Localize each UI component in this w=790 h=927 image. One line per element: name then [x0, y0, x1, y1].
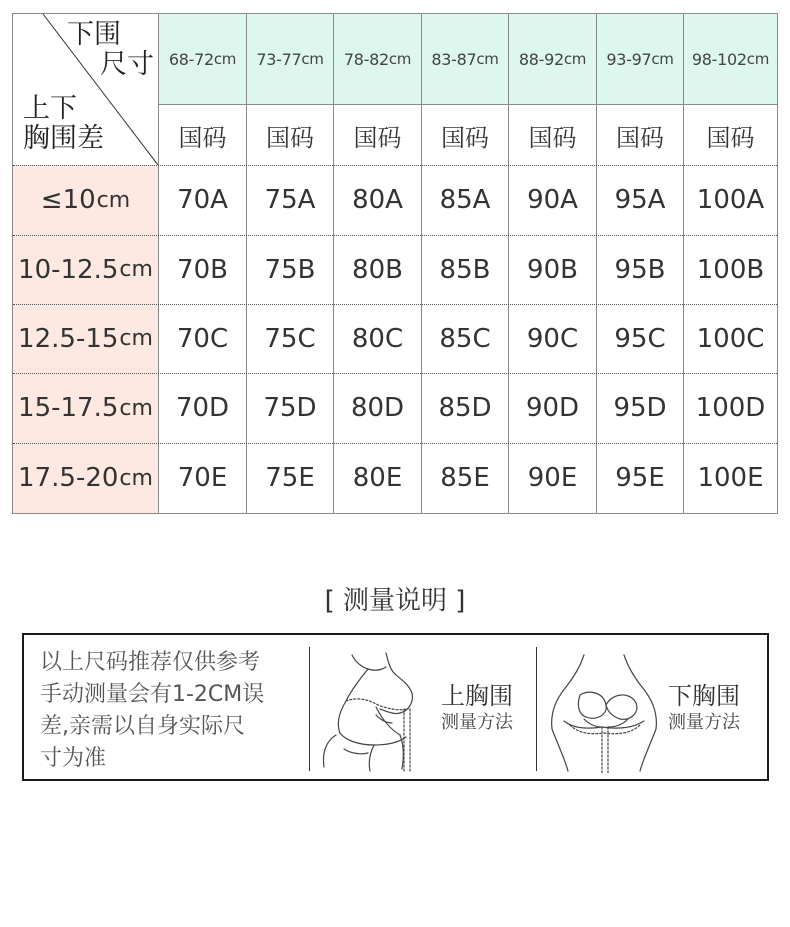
row-divider [13, 304, 777, 305]
underbust-title: 下胸围 [668, 682, 740, 710]
size-cell: 95D [596, 373, 683, 443]
size-cell: 90E [508, 443, 596, 513]
corner-top-line-1: 下围 [67, 19, 121, 50]
row-header-bust-difference [13, 443, 158, 513]
column-subheader-national-size: 国码 [421, 104, 508, 165]
range-value: 68-72 [168, 49, 214, 69]
corner-bottom-line-1: 上下 [23, 93, 77, 124]
difference-value: 17.5-20 [18, 463, 119, 493]
column-subheader-national-size: 国码 [246, 104, 333, 165]
underbust-label [668, 681, 740, 735]
range-value: 78-82 [343, 49, 389, 69]
note-line: 差,亲需以自身实际尺 [40, 714, 245, 739]
size-cell: 85C [421, 304, 508, 373]
size-cell: 80D [333, 373, 421, 443]
upper-bust-measure-figure-icon [316, 649, 426, 773]
column-header-underbust-range [508, 14, 596, 104]
size-cell: 95E [596, 443, 683, 513]
size-cell: 85D [421, 373, 508, 443]
corner-bottom-line-2: 胸围差 [23, 123, 104, 154]
difference-value: 12.5-15 [18, 323, 119, 354]
table-corner-header [13, 14, 158, 165]
difference-unit: cm [119, 326, 153, 351]
range-unit: cm [213, 50, 237, 68]
size-cell: 80A [333, 165, 421, 235]
column-subheader-national-size: 国码 [158, 104, 246, 165]
row-header-bust-difference [13, 373, 158, 443]
measurement-info-box [22, 633, 769, 781]
size-cell: 70A [158, 165, 246, 235]
range-unit: cm [301, 50, 324, 68]
size-cell: 75E [246, 443, 333, 513]
note-line: 以上尺码推荐仅供参考 [40, 650, 261, 675]
underbust-measure-figure-icon [544, 649, 664, 773]
range-unit: cm [746, 50, 770, 68]
measurement-section-title: [ 测量说明 ] [324, 586, 466, 616]
size-cell: 80C [333, 304, 421, 373]
size-cell: 75C [246, 304, 333, 373]
column-subheader-national-size: 国码 [508, 104, 596, 165]
size-cell: 95C [596, 304, 683, 373]
range-value: 73-77 [256, 49, 302, 69]
size-cell: 90C [508, 304, 596, 373]
difference-value: 15-17.5 [18, 393, 119, 423]
column-subheader-national-size: 国码 [333, 104, 421, 165]
corner-top-line-2: 尺寸 [100, 49, 154, 80]
size-cell: 90D [508, 373, 596, 443]
size-chart-table [12, 13, 778, 514]
upper-bust-title: 上胸围 [441, 682, 513, 710]
size-cell: 100D [683, 373, 777, 443]
row-header-bust-difference [13, 165, 158, 235]
size-cell: 100C [683, 304, 777, 373]
column-header-underbust-range [333, 14, 421, 104]
size-cell: 90A [508, 165, 596, 235]
difference-unit: cm [96, 187, 131, 213]
row-divider [13, 165, 777, 166]
divider [309, 647, 310, 771]
size-cell: 85B [421, 235, 508, 304]
difference-value: 10-12.5 [18, 254, 119, 285]
range-unit: cm [651, 50, 674, 68]
size-cell: 95B [596, 235, 683, 304]
column-header-underbust-range [158, 14, 246, 104]
note-line: 手动测量会有1-2CM误 [40, 682, 265, 707]
range-unit: cm [388, 50, 412, 68]
difference-unit: cm [119, 257, 153, 282]
column-header-underbust-range [246, 14, 333, 104]
range-value: 88-92 [518, 49, 564, 69]
size-cell: 75A [246, 165, 333, 235]
size-cell: 100B [683, 235, 777, 304]
size-cell: 75B [246, 235, 333, 304]
row-header-bust-difference [13, 235, 158, 304]
underbust-subtitle: 测量方法 [668, 712, 740, 733]
column-subheader-national-size: 国码 [596, 104, 683, 165]
column-subheader-national-size: 国码 [683, 104, 777, 165]
size-cell: 85A [421, 165, 508, 235]
row-divider [13, 443, 777, 444]
difference-unit: cm [119, 465, 153, 491]
range-value: 93-97 [606, 49, 652, 69]
row-divider [13, 235, 777, 236]
size-cell: 85E [421, 443, 508, 513]
size-cell: 95A [596, 165, 683, 235]
range-unit: cm [476, 50, 499, 68]
size-cell: 70B [158, 235, 246, 304]
size-cell: 70E [158, 443, 246, 513]
difference-unit: cm [119, 395, 153, 421]
row-divider [13, 373, 777, 374]
row-header-bust-difference [13, 304, 158, 373]
column-header-underbust-range [421, 14, 508, 104]
range-value: 98-102 [691, 49, 747, 69]
upper-bust-label [441, 681, 513, 735]
difference-value: ≤10 [40, 185, 96, 215]
size-cell: 80E [333, 443, 421, 513]
size-cell: 100E [683, 443, 777, 513]
underbust-size-label [64, 20, 154, 80]
size-cell: 100A [683, 165, 777, 235]
divider [536, 647, 537, 771]
column-header-underbust-range [683, 14, 777, 104]
bust-difference-label [23, 94, 104, 154]
size-cell: 70C [158, 304, 246, 373]
upper-bust-subtitle: 测量方法 [441, 712, 513, 733]
range-value: 83-87 [431, 49, 477, 69]
range-unit: cm [563, 50, 587, 68]
size-cell: 70D [158, 373, 246, 443]
size-cell: 90B [508, 235, 596, 304]
size-cell: 75D [246, 373, 333, 443]
measurement-note [40, 647, 302, 775]
column-header-underbust-range [596, 14, 683, 104]
size-cell: 80B [333, 235, 421, 304]
note-line: 寸为准 [40, 746, 107, 771]
